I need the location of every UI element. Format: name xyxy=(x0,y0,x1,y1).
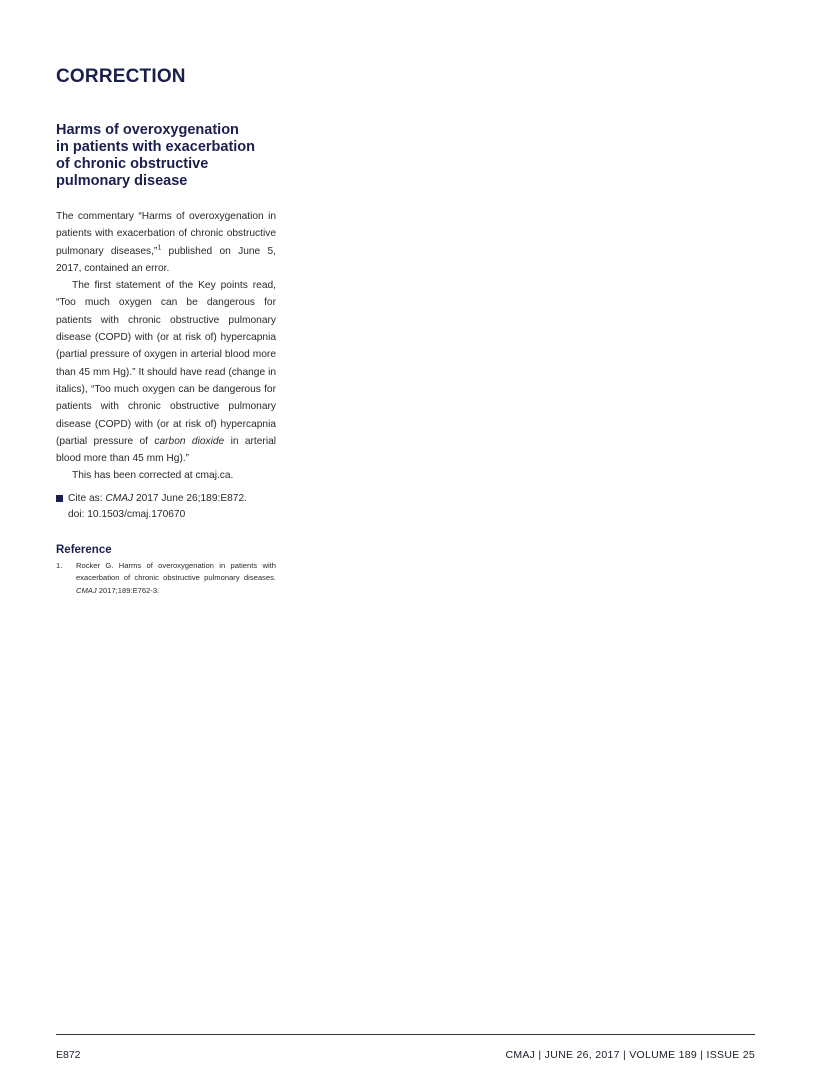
correction-article xyxy=(56,122,276,597)
doi-text[interactable]: doi: 10.1503/cmaj.170670 xyxy=(68,508,186,520)
paragraph-1: The commentary “Harms of overoxygenation in patients with exacerbation of chronic obstructive pulmonary diseases,”$^1$ published on June 5, 2017, contained an error. xyxy=(56,211,276,274)
footer-divider xyxy=(56,1034,755,1035)
citation-text: Cite as: CMAJ 2017 June 26;189:E872. xyxy=(68,492,247,504)
article-body xyxy=(56,208,276,485)
reference-text: Rocker G. Harms of overoxygenation in patients with exacerbation of chronic obstructive pulmonary diseases. CMAJ 2017;189:E762-3. xyxy=(76,560,276,595)
citation-block xyxy=(56,491,276,523)
title-line: in patients with exacerbation xyxy=(56,139,256,155)
references-heading: Reference xyxy=(56,543,112,556)
title-line: pulmonary disease xyxy=(56,173,188,189)
section-label: CORRECTION xyxy=(56,66,186,87)
title-line: of chronic obstructive xyxy=(56,156,209,172)
square-bullet-icon xyxy=(56,495,63,502)
reference-number: 1. xyxy=(56,560,63,570)
footer-journal-info: CMAJ | JUNE 26, 2017 | VOLUME 189 | ISSUE 25 xyxy=(505,1049,755,1061)
article-title xyxy=(56,122,276,190)
footer-page-number: E872 xyxy=(56,1049,81,1061)
title-line: Harms of overoxygenation xyxy=(56,122,239,138)
italic-change: carbon dioxide xyxy=(154,435,225,447)
paragraph-2: The first statement of the Key points read, “Too much oxygen can be dangerous for patients with chronic obstructive pulmonary disease (COPD) with (or at risk of) hypercapnia (partial pressure of oxygen in arterial blood more than 45 mm Hg).” It should have read (change in italics), “Too much oxygen can be dangerous for patients with chronic obstructive pulmonary disease (COPD) with (or at risk of) hypercapnia (partial pressure of carbon dioxide in arterial blood more than 45 mm Hg).” xyxy=(56,280,277,465)
reference-marker[interactable]: 1 xyxy=(157,244,162,252)
citation-line xyxy=(56,491,276,507)
paragraph-3: This has been corrected at cmaj.ca. xyxy=(72,470,234,482)
reference-item xyxy=(56,560,276,598)
